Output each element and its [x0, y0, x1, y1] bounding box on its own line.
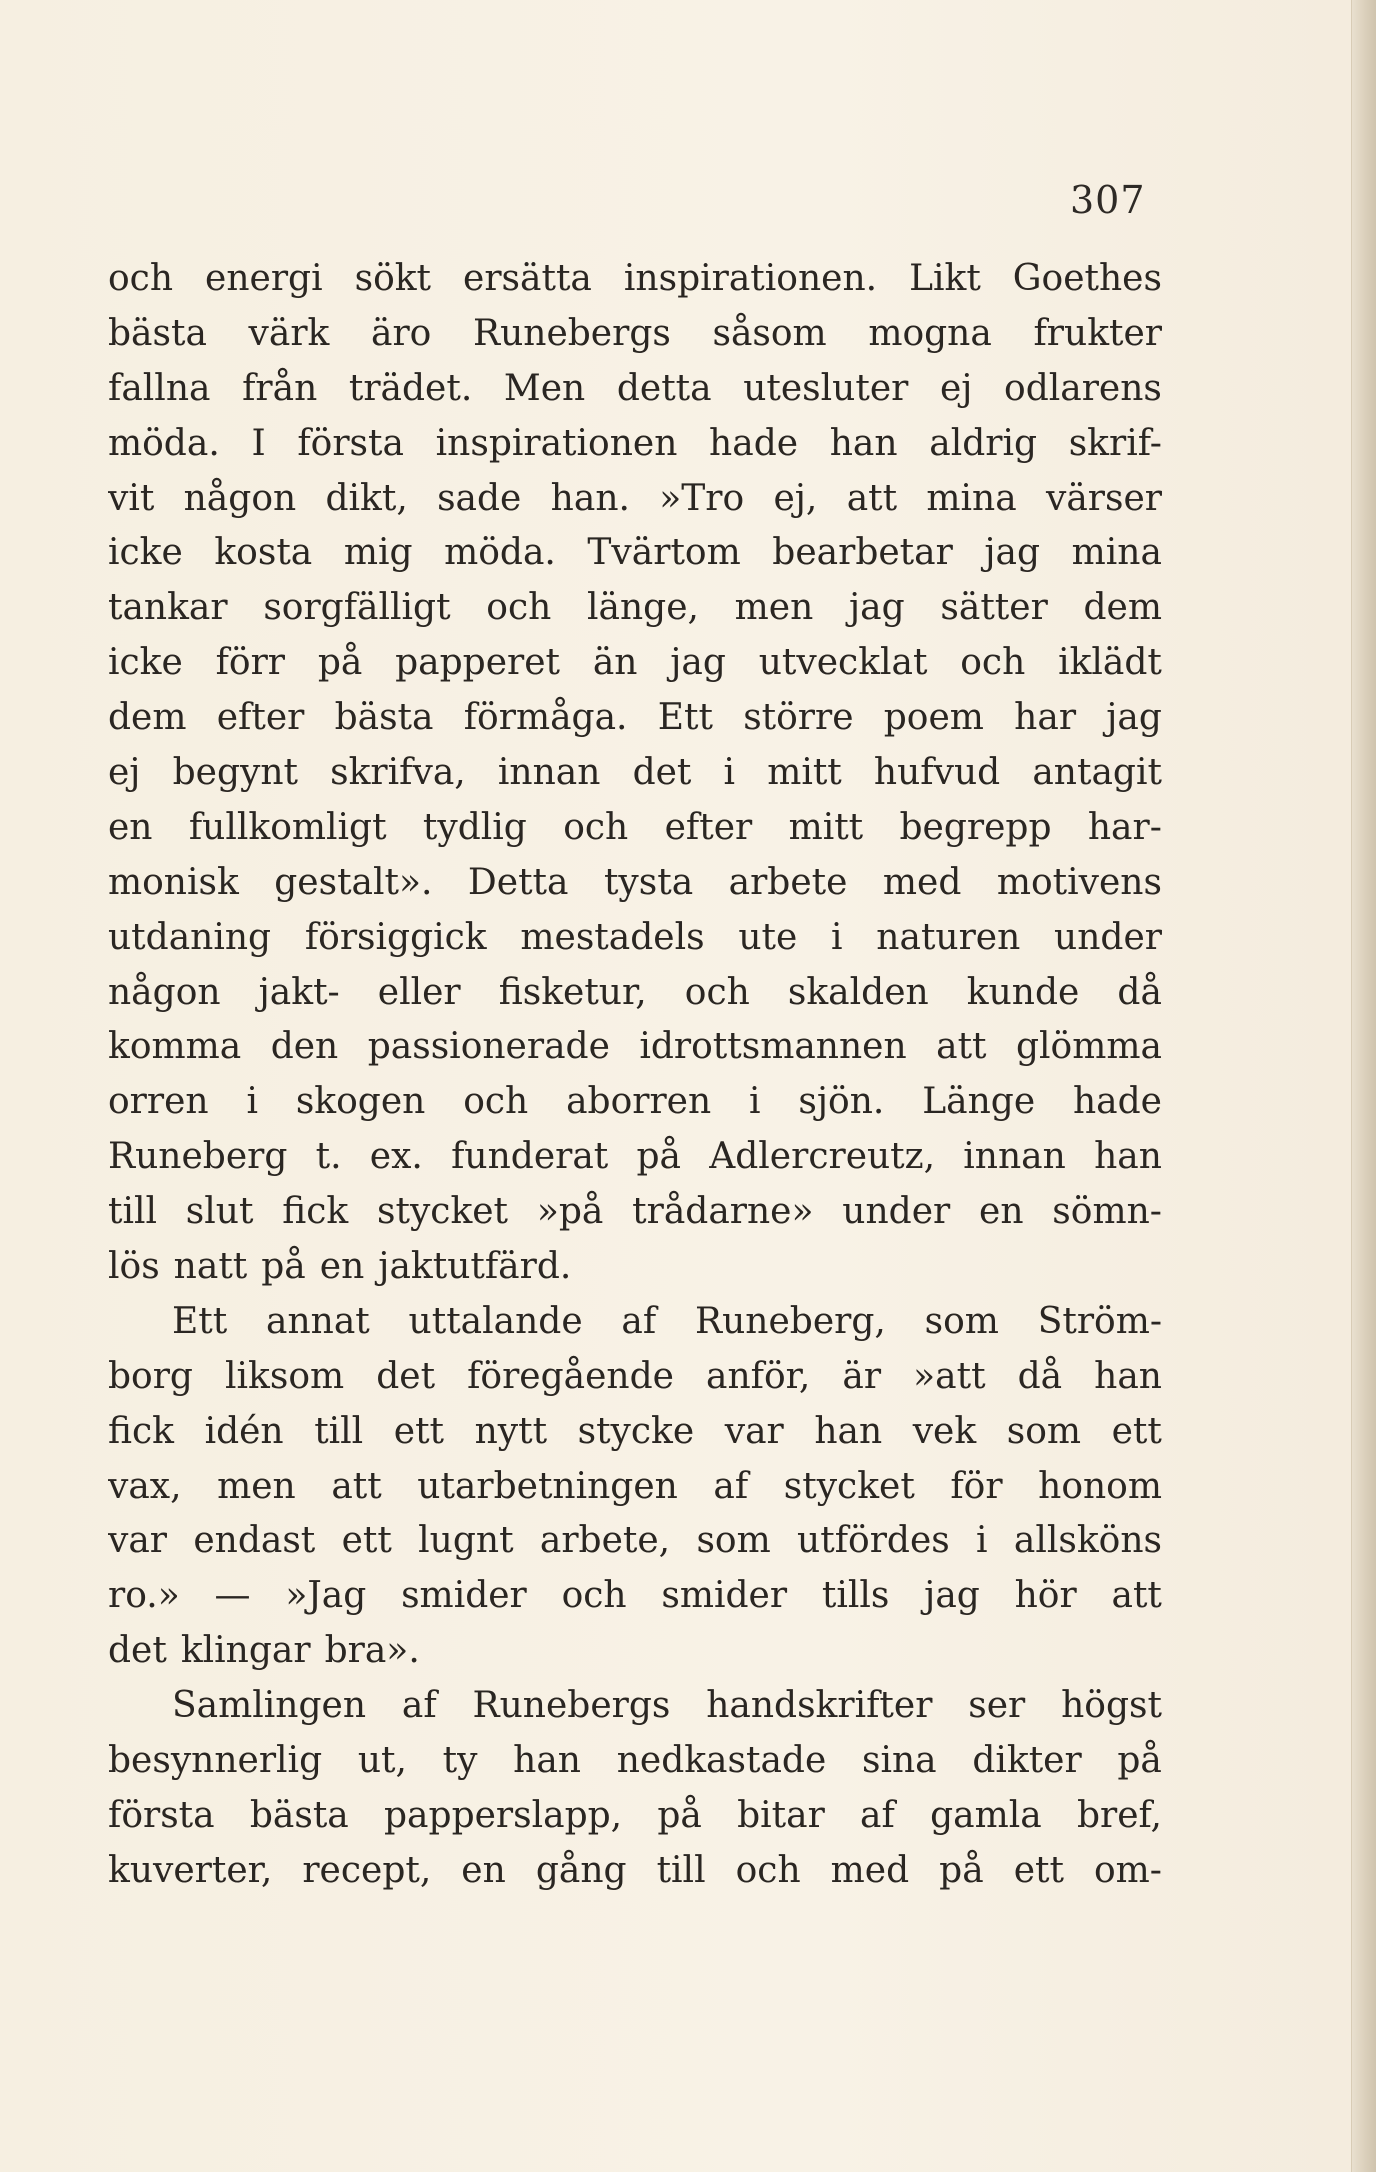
- word: såsom: [712, 312, 827, 354]
- word: värser: [1046, 477, 1162, 519]
- word: annat: [266, 1300, 370, 1342]
- word: efter: [664, 806, 753, 848]
- word: ett: [1013, 1849, 1064, 1891]
- word: bra».: [324, 1630, 420, 1672]
- word: stycket: [783, 1465, 915, 1507]
- word: Runeberg: [108, 1136, 288, 1178]
- word: skrifva,: [330, 752, 466, 794]
- word: idén: [204, 1410, 284, 1452]
- word: mina: [926, 477, 1017, 519]
- word: monisk: [108, 861, 239, 903]
- text-line: [108, 307, 1162, 362]
- word: och: [684, 971, 750, 1013]
- word: dem: [108, 697, 187, 739]
- word: förmåga.: [463, 697, 628, 739]
- text-line: [108, 1789, 1162, 1844]
- word: och: [108, 258, 174, 299]
- word: med: [830, 1849, 910, 1891]
- word: i: [723, 752, 736, 794]
- word: tankar: [108, 587, 228, 629]
- word: föregående: [467, 1355, 674, 1397]
- word: frukter: [1033, 312, 1162, 354]
- word: af: [713, 1465, 749, 1507]
- word: Ström-: [1037, 1300, 1162, 1342]
- word: som: [1006, 1410, 1082, 1452]
- word: han: [1094, 1355, 1162, 1397]
- word: lös: [108, 1246, 160, 1288]
- word: inspirationen.: [623, 258, 878, 299]
- word: mina: [1071, 532, 1162, 574]
- text-line: [108, 1734, 1162, 1789]
- word: ser: [968, 1685, 1026, 1727]
- text-line: [108, 966, 1162, 1021]
- word: förr: [215, 642, 286, 684]
- word: trädet.: [348, 367, 473, 409]
- word: fallna: [108, 367, 211, 409]
- text-line: [108, 1514, 1162, 1569]
- word: mestadels: [520, 916, 705, 958]
- word: ute: [738, 916, 798, 958]
- word: bitar: [737, 1794, 825, 1836]
- word: jag: [984, 532, 1041, 574]
- word: en: [979, 1191, 1024, 1233]
- word: hör: [1014, 1575, 1077, 1617]
- word: »att: [913, 1355, 986, 1397]
- word: allsköns: [1013, 1520, 1162, 1562]
- word: komma: [108, 1026, 242, 1068]
- word: endast: [193, 1520, 316, 1562]
- word: dikt,: [325, 477, 408, 519]
- word: hade: [1072, 1081, 1162, 1123]
- word: och: [960, 642, 1026, 684]
- word: stycket: [377, 1191, 509, 1233]
- word: under: [842, 1191, 951, 1233]
- word: nytt: [474, 1410, 548, 1452]
- word: utdaning: [108, 916, 272, 958]
- word: jaktutfärd.: [378, 1246, 572, 1288]
- word: trådarne»: [632, 1191, 814, 1233]
- word: för: [950, 1465, 1003, 1507]
- word: han: [829, 422, 898, 464]
- word: vax,: [108, 1465, 182, 1507]
- word: att: [1111, 1575, 1162, 1617]
- word: kuverter,: [108, 1849, 273, 1891]
- word: icke: [108, 642, 183, 684]
- word: naturen: [876, 916, 1021, 958]
- word: smider: [661, 1575, 788, 1617]
- word: sökt: [354, 258, 432, 299]
- word: och: [563, 806, 629, 848]
- word: Runebergs: [472, 312, 671, 354]
- word: med: [882, 861, 962, 903]
- text-line: [108, 1020, 1162, 1075]
- word: var: [108, 1520, 168, 1562]
- word: fisketur,: [498, 971, 647, 1013]
- word: sorgfälligt: [263, 587, 451, 629]
- word: aldrig: [929, 422, 1038, 464]
- word: att: [936, 1026, 987, 1068]
- word: från: [242, 367, 318, 409]
- word: gestalt».: [274, 861, 433, 903]
- word: Samlingen: [172, 1685, 367, 1727]
- word: har-: [1087, 806, 1162, 848]
- text-line: [108, 1460, 1162, 1515]
- word: ex.: [369, 1136, 423, 1178]
- word: liksom: [225, 1355, 345, 1397]
- word: aborren: [566, 1081, 712, 1123]
- word: klingar: [180, 1630, 311, 1672]
- word: en: [319, 1246, 365, 1288]
- word: skogen: [295, 1081, 426, 1123]
- word: Ett: [657, 697, 713, 739]
- text-line: [108, 417, 1162, 472]
- word: ty: [442, 1740, 478, 1782]
- word: af: [860, 1794, 895, 1836]
- word: besynnerlig: [108, 1740, 323, 1782]
- word: ett: [393, 1410, 445, 1452]
- word: borg: [108, 1355, 193, 1397]
- word: mogna: [868, 312, 992, 354]
- word: jag: [1106, 697, 1162, 739]
- word: detta: [616, 367, 712, 409]
- word: att: [331, 1465, 382, 1507]
- word: på: [939, 1849, 984, 1891]
- word: det: [376, 1355, 436, 1397]
- text-line: [108, 1295, 1162, 1350]
- word: i: [246, 1081, 258, 1123]
- word: och: [735, 1849, 801, 1891]
- word: af: [401, 1685, 437, 1727]
- word: mitt: [767, 752, 842, 794]
- body-text: [108, 252, 1162, 1899]
- word: passionerade: [367, 1026, 610, 1068]
- word: innan: [497, 752, 601, 794]
- word: jag: [849, 587, 905, 629]
- word: jag: [924, 1575, 980, 1617]
- word: en: [461, 1849, 506, 1891]
- word: Tvärtom: [587, 532, 741, 574]
- text-line: [108, 1569, 1162, 1624]
- text-line: [108, 801, 1162, 856]
- word: bästa: [334, 697, 434, 739]
- text-line: [108, 856, 1162, 911]
- word: på: [317, 642, 363, 684]
- word: poem: [883, 697, 984, 739]
- word: vit: [108, 477, 155, 519]
- word: första: [297, 422, 404, 464]
- word: handskrifter: [706, 1685, 933, 1727]
- word: äro: [371, 312, 432, 354]
- word: som: [696, 1520, 771, 1562]
- word: arbete,: [539, 1520, 671, 1562]
- word: ett: [341, 1520, 392, 1562]
- word: kosta: [214, 532, 313, 574]
- word: ett: [1111, 1410, 1162, 1452]
- word: honom: [1038, 1465, 1162, 1507]
- word: »Jag: [285, 1575, 367, 1617]
- word: energi: [205, 258, 323, 299]
- text-line: [108, 1185, 1162, 1240]
- word: bästa: [108, 312, 207, 354]
- word: t.: [315, 1136, 342, 1178]
- word: möda.: [444, 532, 556, 574]
- word: arbete: [728, 861, 848, 903]
- word: sömn-: [1052, 1191, 1162, 1233]
- word: icke: [108, 532, 183, 574]
- word: Likt: [909, 258, 981, 299]
- word: att: [846, 477, 898, 519]
- word: första: [108, 1794, 215, 1836]
- word: än: [592, 642, 638, 684]
- word: han: [814, 1410, 883, 1452]
- text-line: [108, 1075, 1162, 1130]
- word: begrepp: [899, 806, 1052, 848]
- word: hufvud: [873, 752, 1001, 794]
- word: bref,: [1076, 1794, 1162, 1836]
- word: sade: [437, 477, 522, 519]
- word: begynt: [172, 752, 298, 794]
- word: papperslapp,: [384, 1794, 623, 1836]
- word: bästa: [249, 1794, 349, 1836]
- word: antagit: [1032, 752, 1162, 794]
- text-line: [108, 1624, 1162, 1679]
- word: jag: [670, 642, 726, 684]
- text-line: [108, 1350, 1162, 1405]
- word: men: [734, 587, 814, 629]
- word: efter: [216, 697, 305, 739]
- text-line: [108, 1405, 1162, 1460]
- word: stycke: [577, 1410, 695, 1452]
- word: en: [108, 806, 153, 848]
- word: slut: [185, 1191, 254, 1233]
- word: Adlercreutz,: [709, 1136, 936, 1178]
- word: orren: [108, 1081, 209, 1123]
- word: jakt-: [258, 971, 340, 1013]
- word: Men: [503, 367, 586, 409]
- word: i: [831, 916, 843, 958]
- word: utesluter: [743, 367, 909, 409]
- word: i: [749, 1081, 761, 1123]
- word: men: [217, 1465, 296, 1507]
- word: idrottsmannen: [639, 1026, 907, 1068]
- word: och: [561, 1575, 627, 1617]
- word: ej,: [773, 477, 818, 519]
- word: till: [656, 1849, 706, 1891]
- word: dem: [1083, 587, 1162, 629]
- word: fullkomligt: [188, 806, 387, 848]
- word: recept,: [302, 1849, 432, 1891]
- word: lugnt: [418, 1520, 514, 1562]
- word: fick: [282, 1191, 349, 1233]
- word: var: [724, 1410, 784, 1452]
- word: af: [621, 1300, 657, 1342]
- word: tysta: [603, 861, 694, 903]
- word: till: [314, 1410, 364, 1452]
- page-edge: [1351, 0, 1376, 2172]
- word: anför,: [706, 1355, 811, 1397]
- text-line: [108, 362, 1162, 417]
- word: utvecklat: [758, 642, 928, 684]
- word: värk: [248, 312, 330, 354]
- word: mitt: [788, 806, 864, 848]
- word: har: [1014, 697, 1077, 739]
- word: Ett: [172, 1300, 228, 1342]
- word: sjön.: [798, 1081, 885, 1123]
- word: som: [924, 1300, 999, 1342]
- word: högst: [1061, 1685, 1162, 1727]
- word: kunde: [966, 971, 1080, 1013]
- word: någon: [183, 477, 297, 519]
- word: på: [636, 1136, 682, 1178]
- text-line: [108, 636, 1162, 691]
- word: nedkastade: [616, 1740, 827, 1782]
- word: tydlig: [422, 806, 527, 848]
- word: han: [513, 1740, 581, 1782]
- word: bearbetar: [772, 532, 953, 574]
- word: —: [214, 1575, 251, 1617]
- word: utarbetningen: [417, 1465, 678, 1507]
- text-line: [108, 691, 1162, 746]
- text-line: [108, 1240, 1162, 1295]
- word: smider: [401, 1575, 527, 1617]
- word: ersätta: [463, 258, 592, 299]
- word: på: [1117, 1740, 1162, 1782]
- word: dikter: [972, 1740, 1082, 1782]
- page-number: 307: [1070, 178, 1146, 222]
- word: utfördes: [797, 1520, 950, 1562]
- word: papperet: [395, 642, 561, 684]
- word: Runeberg,: [695, 1300, 886, 1342]
- text-line: [108, 911, 1162, 966]
- word: sätter: [940, 587, 1048, 629]
- word: mig: [343, 532, 413, 574]
- word: gång: [535, 1849, 627, 1891]
- text-line: [108, 526, 1162, 581]
- word: större: [743, 697, 854, 739]
- word: skrif-: [1068, 422, 1162, 464]
- text-line: [108, 1130, 1162, 1185]
- word: möda.: [108, 422, 220, 464]
- text-line: [108, 746, 1162, 801]
- word: och: [486, 587, 552, 629]
- word: ej: [939, 367, 973, 409]
- word: är: [842, 1355, 882, 1397]
- word: ut,: [357, 1740, 407, 1782]
- word: någon: [108, 971, 221, 1013]
- word: uttalande: [408, 1300, 583, 1342]
- word: gamla: [930, 1794, 1042, 1836]
- word: eller: [377, 971, 461, 1013]
- word: Länge: [922, 1081, 1036, 1123]
- text-line: [108, 472, 1162, 527]
- word: fick: [108, 1410, 174, 1452]
- word: och: [463, 1081, 529, 1123]
- word: den: [270, 1026, 339, 1068]
- word: skalden: [787, 971, 929, 1013]
- word: ro.»: [108, 1575, 180, 1617]
- word: då: [1117, 971, 1162, 1013]
- word: Goethes: [1012, 258, 1162, 299]
- word: till: [108, 1191, 158, 1233]
- word: glömma: [1016, 1026, 1162, 1068]
- word: försiggick: [304, 916, 487, 958]
- word: tills: [821, 1575, 890, 1617]
- word: han.: [550, 477, 630, 519]
- word: funderat: [451, 1136, 609, 1178]
- word: »Tro: [659, 477, 745, 519]
- word: Runebergs: [472, 1685, 671, 1727]
- word: om-: [1093, 1849, 1162, 1891]
- word: Detta: [467, 861, 569, 903]
- word: natt: [173, 1246, 248, 1288]
- word: odlarens: [1004, 367, 1162, 409]
- word: länge,: [587, 587, 699, 629]
- word: under: [1054, 916, 1162, 958]
- word: »på: [536, 1191, 604, 1233]
- word: på: [261, 1246, 306, 1288]
- word: då: [1017, 1355, 1063, 1397]
- word: ej: [108, 752, 141, 794]
- word: iklädt: [1058, 642, 1162, 684]
- word: motivens: [996, 861, 1162, 903]
- word: innan: [963, 1136, 1066, 1178]
- text-line: [108, 1679, 1162, 1734]
- text-line: [108, 1844, 1162, 1899]
- word: hade: [709, 422, 799, 464]
- word: I: [251, 422, 266, 464]
- word: det: [632, 752, 692, 794]
- text-line: [108, 252, 1162, 307]
- word: i: [976, 1520, 988, 1562]
- word: sina: [861, 1740, 937, 1782]
- text-line: [108, 581, 1162, 636]
- word: han: [1094, 1136, 1162, 1178]
- word: på: [657, 1794, 702, 1836]
- word: vek: [912, 1410, 977, 1452]
- word: det: [108, 1630, 167, 1672]
- word: inspirationen: [435, 422, 678, 464]
